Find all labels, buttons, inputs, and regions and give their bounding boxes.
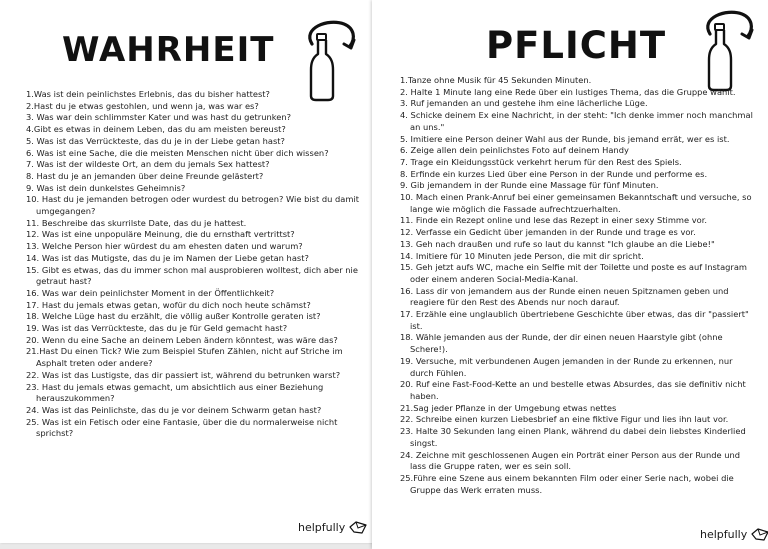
- list-item: 25. Was ist ein Fetisch oder eine Fantasie, über die du normalerweise nicht sprichst?: [26, 416, 338, 439]
- list-item: 7. Trage ein Kleidungsstück verkehrt herum für den Rest des Spiels.: [400, 156, 682, 167]
- list-item: 5. Was ist das Verrückteste, das du je in der Liebe getan hast?: [26, 135, 285, 146]
- list-item: 22. Schreibe einen kurzen Liebesbrief an eine fiktive Figur und lies ihn laut vor.: [400, 414, 729, 425]
- list-item: 20. Ruf eine Fast-Food-Kette an und bestelle etwas Absurdes, das sie definitiv nicht haben.: [400, 379, 746, 401]
- list-item: 14. Was ist das Mutigste, das du je im Namen der Liebe getan hast?: [26, 252, 309, 263]
- list-item: 24. Zeichne mit geschlossenen Augen ein Porträt einer Person aus der Runde und lass die Gruppe raten, wer es sein soll.: [400, 449, 741, 472]
- list-item: 20. Wenn du eine Sache an deinem Leben ändern könntest, was wäre das?: [26, 334, 338, 345]
- list-item: 3. Was war dein schlimmster Kater und was hast du getrunken?: [26, 112, 291, 123]
- brand-logo: [700, 526, 768, 542]
- list-item: 22. Was ist das Lustigste, das dir passiert ist, während du betrunken warst?: [26, 369, 341, 380]
- list-item: 6. Was ist eine Sache, die die meisten Menschen nicht über dich wissen?: [26, 147, 329, 158]
- list-item: 18. Welche Lüge hast du erzählt, die völlig außer Kontrolle geraten ist?: [26, 311, 321, 322]
- list-item: 1.Was ist dein peinlichstes Erlebnis, das du bisher hattest?: [26, 89, 270, 99]
- list-item: 4. Schicke deinem Ex eine Nachricht, in der steht: "Ich denke immer noch manchmal an uns.": [400, 110, 753, 132]
- list-item: 12. Was ist eine unpopuläre Meinung, die du ernsthaft vertrittst?: [26, 229, 295, 240]
- truth-questions-list: [26, 89, 371, 440]
- list-item: 23. Hast du jemals etwas gemacht, um absichtlich aus einer Beziehung herauszukommen?: [26, 381, 324, 404]
- list-item: 21.Sag jeder Pflanze in der Umgebung etwas nettes: [400, 402, 617, 413]
- list-item: 8. Hast du je an jemanden über deine Freunde gelästert?: [26, 170, 264, 181]
- list-item: 12. Verfasse ein Gedicht über jemanden in der Runde und trage es vor.: [400, 227, 696, 238]
- list-item: 17. Hast du jemals etwas getan, wofür du dich noch heute schämst?: [26, 299, 311, 310]
- list-item: 25.Führe eine Szene aus einem bekannten Film oder einer Serie nach, wobei die Gruppe das Werk erraten muss.: [400, 472, 734, 495]
- list-item: 16. Lass dir von jemandem aus der Runde einen neuen Spitznamen geben und reagiere für den Rest des Abends nur noch darauf.: [400, 285, 729, 308]
- list-item: 10. Hast du je jemanden betrogen oder wurdest du betrogen? Wie bist du damit umgegangen?: [26, 194, 360, 217]
- list-item: 2. Halte 1 Minute lang eine Rede über ein lustiges Thema, das die Gruppe wählt.: [400, 86, 736, 97]
- brand-hand-icon: [750, 526, 768, 542]
- list-item: 7. Was ist der wildeste Ort, an dem du jemals Sex hattest?: [26, 159, 270, 170]
- list-item: 1.Tanze ohne Musik für 45 Sekunden Minuten.: [400, 75, 592, 85]
- list-item: 6. Zeige allen dein peinlichstes Foto auf deinem Handy: [400, 145, 629, 156]
- list-item: 16. Was war dein peinlichster Moment in der Öffentlichkeit?: [26, 287, 275, 298]
- list-item: 21.Hast Du einen Tick? Wie zum Beispiel Stufen Zählen, nicht auf Striche im Asphalt treten oder andere?: [26, 346, 343, 369]
- dare-page: [372, 0, 768, 549]
- page-title: WAHRHEIT: [62, 30, 275, 70]
- list-item: 15. Geh jetzt aufs WC, mache ein Selfie mit der Toilette und poste es auf Instagram oder einem anderen Social-Media-Kanal.: [400, 262, 747, 284]
- list-item: 5. Imitiere eine Person deiner Wahl aus der Runde, bis jemand errät, wer es ist.: [400, 133, 730, 144]
- brand-name: helpfully: [700, 527, 748, 541]
- list-item: 19. Was ist das Verrückteste, das du je für Geld gemacht hast?: [26, 323, 288, 334]
- list-item: 23. Halte 30 Sekunden lang einen Plank, während du dabei dein liebstes Kinderlied singst.: [400, 426, 746, 448]
- list-item: 13. Geh nach draußen und rufe so laut du kannst "Ich glaube an die Liebe!": [400, 238, 715, 249]
- list-item: 11. Beschreibe das skurrilste Date, das du je hattest.: [26, 217, 247, 228]
- brand-hand-icon: [348, 519, 368, 535]
- list-item: 18. Wähle jemanden aus der Runde, der dir einen neuen Haarstyle gibt (ohne Schere!).: [400, 332, 723, 355]
- list-item: 4.Gibt es etwas in deinem Leben, das du am meisten bereust?: [26, 124, 286, 135]
- list-item: 24. Was ist das Peinlichste, das du je vor deinem Schwarm getan hast?: [26, 404, 322, 415]
- list-item: 10. Mach einen Prank-Anruf bei einer gemeinsamen Bekanntschaft und versuche, so lange wie möglich die Fassade aufrechtzuerhalten.: [400, 192, 752, 214]
- list-item: 14. Imitiere für 10 Minuten jede Person, die mit dir spricht.: [400, 250, 644, 261]
- list-item: 19. Versuche, mit verbundenen Augen jemanden in der Runde zu erkennen, nur durch Fühlen.: [400, 355, 733, 378]
- dare-tasks-list: [400, 75, 756, 496]
- list-item: 9. Gib jemandem in der Runde eine Massage für fünf Minuten.: [400, 180, 659, 191]
- list-item: 9. Was ist dein dunkelstes Geheimnis?: [26, 182, 186, 193]
- list-item: 15. Gibt es etwas, das du immer schon mal ausprobieren wolltest, dich aber nie getraut hast?: [26, 264, 358, 287]
- list-item: 8. Erfinde ein kurzes Lied über eine Person in der Runde und performe es.: [400, 168, 708, 179]
- list-item: 3. Ruf jemanden an und gestehe ihm eine lächerliche Lüge.: [400, 98, 648, 109]
- list-item: 11. Finde ein Rezept online und lese das Rezept in einer sexy Stimme vor.: [400, 215, 708, 226]
- brand-logo: [298, 519, 368, 535]
- truth-page: [0, 0, 383, 543]
- list-item: 17. Erzähle eine unglaublich übertriebene Geschichte über etwas, das dir "passiert" ist.: [400, 309, 749, 331]
- list-item: 13. Welche Person hier würdest du am ehesten daten und warum?: [26, 241, 303, 252]
- brand-name: helpfully: [298, 520, 346, 534]
- page-title: PFLICHT: [486, 24, 667, 67]
- list-item: 2.Hast du je etwas gestohlen, und wenn ja, was war es?: [26, 100, 259, 111]
